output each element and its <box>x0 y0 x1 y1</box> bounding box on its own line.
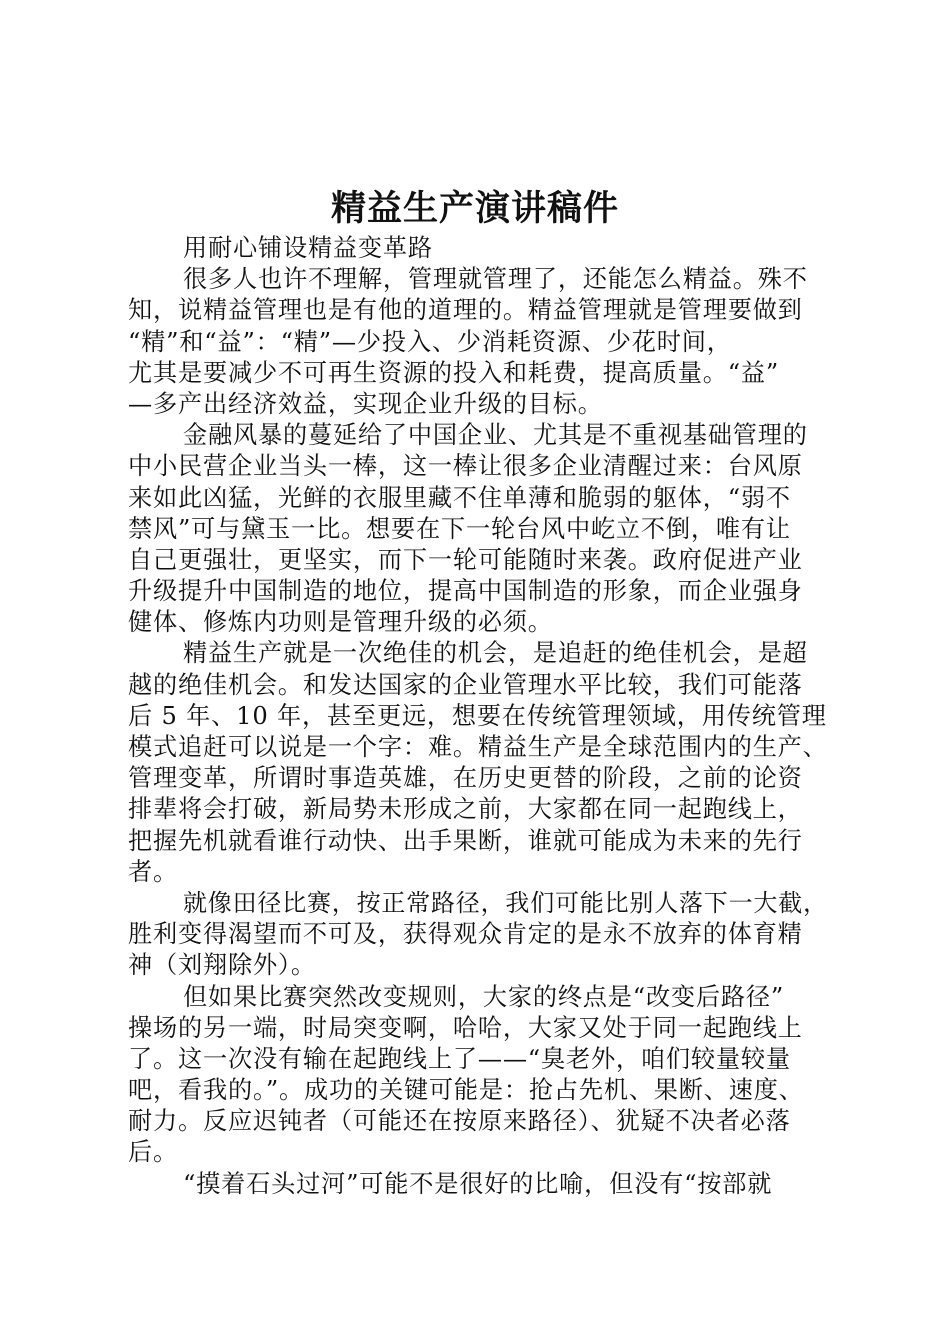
body-line: 很多人也许不理解，管理就管理了，还能怎么精益。殊不 <box>183 265 808 294</box>
body-line: “精”和“益”：“精”—少投入、少消耗资源、少花时间， <box>128 327 732 356</box>
body-line: —多产出经济效益，实现企业升级的目标。 <box>128 389 603 418</box>
body-line: 了。这一次没有输在起跑线上了——“臭老外，咱们较量较量 <box>128 1044 791 1073</box>
body-line: 后。 <box>128 1138 178 1167</box>
body-line: “摸着石头过河”可能不是很好的比喻，但没有“按部就 <box>183 1169 773 1198</box>
document-body <box>128 233 830 1200</box>
body-line: 越的绝佳机会。和发达国家的企业管理水平比较，我们可能落 <box>128 670 803 699</box>
body-line: 排辈将会打破，新局势未形成之前，大家都在同一起跑线上， <box>128 795 803 824</box>
body-line: 尤其是要减少不可再生资源的投入和耗费，提高质量。“益” <box>128 358 780 387</box>
body-line: 来如此凶猛，光鲜的衣服里藏不住单薄和脆弱的躯体，“弱不 <box>128 483 791 512</box>
body-line: 自己更强壮，更坚实，而下一轮可能随时来袭。政府促进产业 <box>128 545 803 574</box>
body-line: 中小民营企业当头一棒，这一棒让很多企业清醒过来：台风原 <box>128 452 803 481</box>
body-line: 禁风”可与黛玉一比。想要在下一轮台风中屹立不倒，唯有让 <box>128 514 791 543</box>
body-line: 知，说精益管理也是有他的道理的。精益管理就是管理要做到 <box>128 296 803 325</box>
body-line: 操场的另一端，时局突变啊，哈哈，大家又处于同一起跑线上 <box>128 1013 803 1042</box>
body-line: 者。 <box>128 857 178 886</box>
body-line: 吧，看我的。”。成功的关键可能是：抢占先机、果断、速度、 <box>128 1076 804 1105</box>
body-line: 后 5 年、10 年，甚至更远，想要在传统管理领域，用传统管理 <box>128 701 827 730</box>
body-line: 就像田径比赛，按正常路径，我们可能比别人落下一大截， <box>183 888 828 917</box>
body-line: 但如果比赛突然改变规则，大家的终点是“改变后路径” <box>183 982 785 1011</box>
body-line: 精益生产就是一次绝佳的机会，是追赶的绝佳机会，是超 <box>183 639 808 668</box>
body-line: 管理变革，所谓时事造英雄，在历史更替的阶段，之前的论资 <box>128 764 803 793</box>
body-line: 升级提升中国制造的地位，提高中国制造的形象，而企业强身 <box>128 577 803 606</box>
body-line: 健体、修炼内功则是管理升级的必须。 <box>128 608 553 637</box>
body-line: 模式追赶可以说是一个字：难。精益生产是全球范围内的生产、 <box>128 733 828 761</box>
body-line: 胜利变得渴望而不可及，获得观众肯定的是永不放弃的体育精 <box>128 920 803 949</box>
document-title: 精益生产演讲稿件 <box>330 188 619 229</box>
body-line: 耐力。反应迟钝者（可能还在按原来路径）、犹疑不决者必落 <box>128 1107 791 1136</box>
body-line: 神（刘翔除外）。 <box>128 951 316 980</box>
body-line: 用耐心铺设精益变革路 <box>183 234 433 262</box>
body-line: 金融风暴的蔓延给了中国企业、尤其是不重视基础管理的 <box>183 421 808 450</box>
body-line: 把握先机就看谁行动快、出手果断，谁就可能成为未来的先行 <box>128 826 803 855</box>
